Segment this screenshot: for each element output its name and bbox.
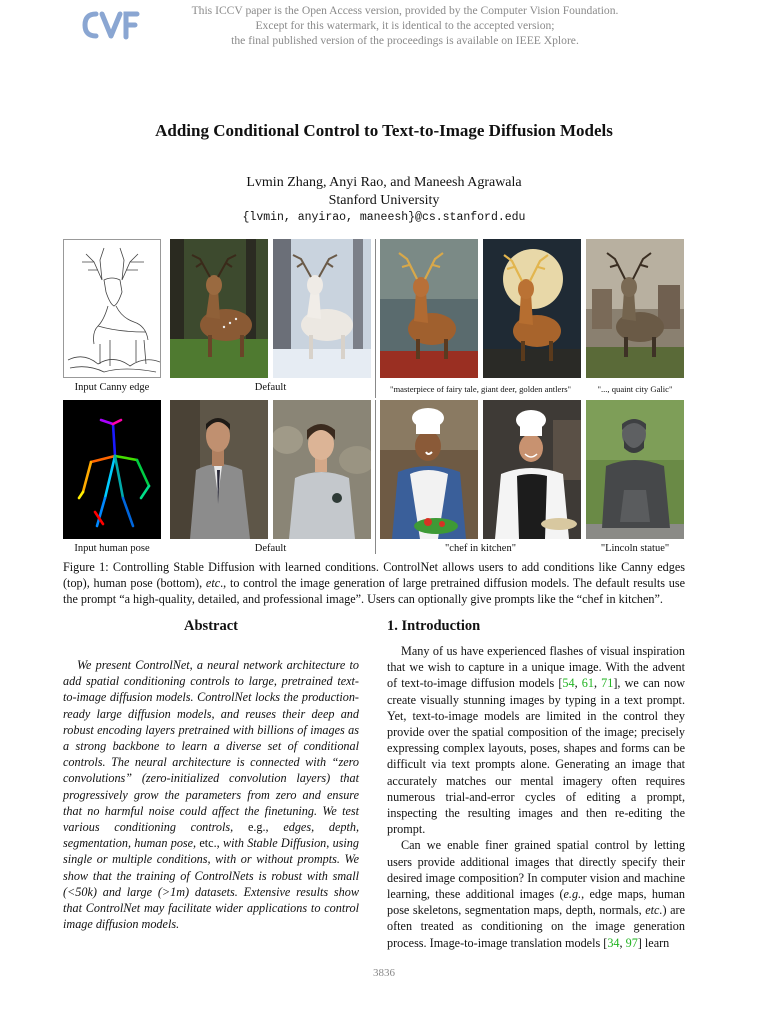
label-default-bottom: Default [254,543,287,554]
default-deer-image-1 [170,239,268,378]
label-input-human-pose: Input human pose [74,543,150,554]
intro-text-1a: Many of us have experienced flashes of visual inspiration that we wish to capture in a unique image. With the advent of text-to-image diffusion models [ [387,644,685,691]
default-deer-image-2 [273,239,371,378]
caption-etc: etc [205,576,221,590]
abstract-text-1: We present ControlNet, a neural network architecture to add spatial conditioning controls to large, pretrained text-to-image diffusion models. ControlNet locks the production-ready large diffusion models, and reuses their deep and robust encoding layers pretrained with billions of images as a strong backbone to learn a diverse set of conditional controls. The neural architecture is connected with “zero convolutions” (zero-initialized convolution layers) that progressively grow the parameters from zero and ensure that no harmful noise could affect the finetuning. We test various conditioning controls, [63,658,359,835]
default-man-suit-image [170,400,268,539]
page-number: 3836 [373,967,395,979]
paper-title: Adding Conditional Control to Text-to-Image Diffusion Models [155,121,613,140]
intro-paragraph-2: Can we enable finer grained spatial control by letting users provide additional images that directly specify their desired image composition? In computer vision and machine learning, these additional images (e.g., edge maps, human pose skeletons, segmentation maps, depth, normals, etc.) are often treated as conditioning on the image generation process. Image-to-image translation models [34, 97] learn [387,838,686,950]
abstract-etc: etc. [199,836,217,851]
abstract-heading: Abstract [184,618,238,634]
authors: Lvmin Zhang, Anyi Rao, and Maneesh Agrawala [246,175,522,190]
introduction-body [387,643,685,951]
intro-etc: etc. [645,903,663,918]
author-emails: {lvmin, anyirao, maneesh}@cs.stanford.edu [242,211,526,224]
watermark-line-3: the final published version of the proceedings is available on IEEE Xplore. [231,34,579,47]
intro-text-2b: , edge maps, human pose skeletons, segmentation maps, depth, normals, [387,887,685,918]
citation-71[interactable]: 71 [601,676,614,691]
watermark-line-1: This ICCV paper is the Open Access version, provided by the Computer Vision Foundation. [191,4,619,17]
intro-text-1b: ], we can now create visually stunning images by typing in a text prompt. Yet, text-to-image models are limited in the control they provide over the spatial composition of the image; precisely expressing complex layouts, poses, shapes and forms can be difficult via text prompts alone. Generating an image that accurately matches our mental imagery often requires numerous trial-and-error cycles of editing a prompt, inspecting the resulting images and then re-editing the prompt. [387,676,685,837]
abstract-eg: e.g. [247,820,266,835]
label-input-canny-edge: Input Canny edge [74,382,150,393]
fairy-tale-deer-image-2 [483,239,581,378]
intro-text-2d: ] learn [637,935,670,950]
figure-divider-bottom [375,400,376,554]
intro-paragraph-1: Many of us have experienced flashes of visual inspiration that we wish to capture in a unique image. With the advent of text-to-image diffusion models [54, 61, 71], we can now create visually stunning images by typing in a text prompt. Yet, text-to-image models are limited in the control they provide over the spatial composition of the image; precisely expressing complex layouts, poses, shapes and forms can be difficult via text prompts alone. Generating an image that accurately matches our mental imagery often requires numerous trial-and-error cycles of editing a prompt, inspecting the resulting images and then re-editing the prompt. [387,644,685,837]
author-block [40,174,728,210]
chef-in-kitchen-image-2 [483,400,581,539]
watermark-line-2: Except for this watermark, it is identical to the accepted version; [255,19,555,32]
figure-caption [63,559,685,607]
citation-61[interactable]: 61 [581,676,594,691]
label-prompt-fairy-tale: "masterpiece of fairy tale, giant deer, golden antlers" [389,384,572,394]
human-pose-input-image [63,400,161,539]
lincoln-statue-image [586,400,684,539]
citation-97[interactable]: 97 [625,935,638,950]
figure-divider-top [375,239,376,398]
default-boy-image [273,400,371,539]
citation-34[interactable]: 34 [607,935,620,950]
introduction-heading: 1. Introduction [387,618,481,634]
intro-text-2a: Can we enable finer grained spatial control by letting users provide additional images that directly specify their desired image composition? In computer vision and machine learning, these additional images ( [387,838,685,902]
citation-54[interactable]: 54 [562,676,575,691]
intro-text-2c: ) are often treated as conditioning on the image generation process. Image-to-image translation models [ [387,903,686,950]
affiliation: Stanford University [328,193,440,208]
abstract-body [63,657,359,932]
abstract-text-2: , edges, depth, segmentation, human pose, [63,820,359,851]
chef-in-kitchen-image-1 [380,400,478,539]
watermark-notice [120,3,690,48]
caption-rest: ., to control the image generation of large pretrained diffusion models. The default results use the prompt “a high-quality, detailed, and professional image”. Users can optionally give prompts like the “chef in kitchen”. [63,576,685,606]
abstract-text-3: , with Stable Diffusion, using single or multiple conditions, with or without prompts. We show that the training of ControlNets is robust with small (<50k) and large (>1m) datasets. Extensive results show that ControlNet may facilitate wider applications to control image diffusion models. [63,836,359,932]
label-prompt-chef: "chef in kitchen" [445,543,516,554]
canny-edge-input-image [63,239,161,378]
fairy-tale-deer-image-1 [380,239,478,378]
label-prompt-city: "..., quaint city Galic" [597,384,673,394]
label-default-top: Default [254,382,287,393]
intro-eg: e.g. [563,887,582,902]
label-prompt-lincoln: "Lincoln statue" [600,543,670,554]
city-deer-image [586,239,684,378]
caption-lead: Figure 1: Controlling Stable Diffusion with learned conditions. ControlNet allows users to add conditions like Canny edges (top), human pose (bottom), [63,560,685,590]
